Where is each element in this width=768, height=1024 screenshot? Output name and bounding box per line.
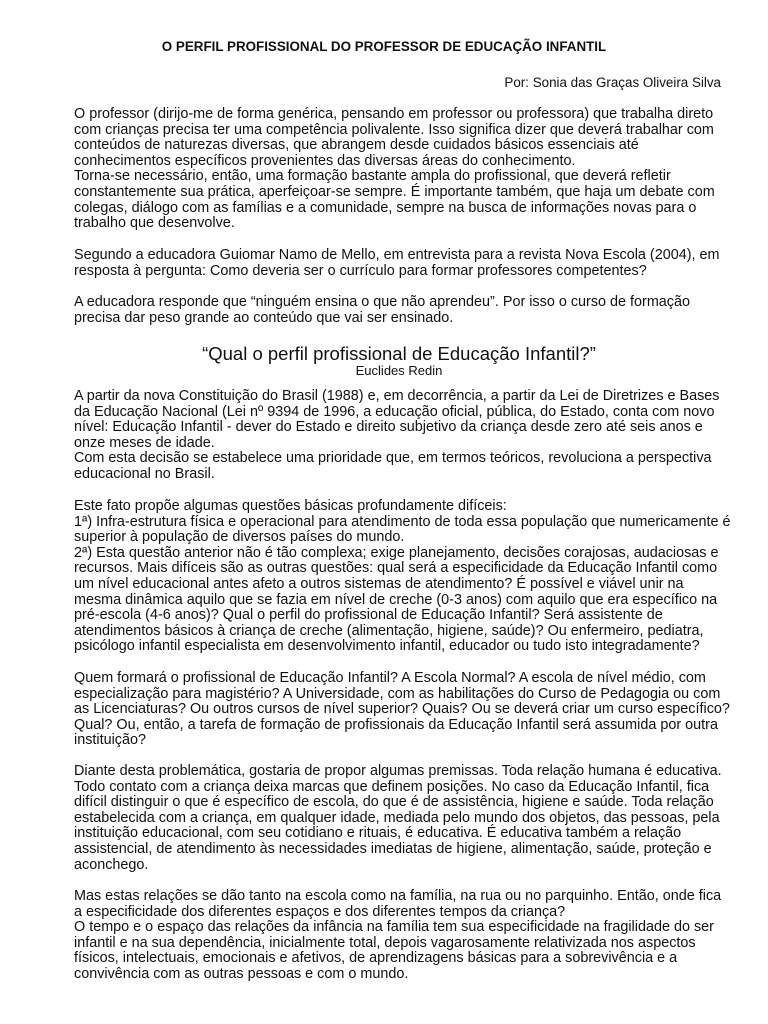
text-line: pré-escola (4-6 anos)? Qual o perfil do profissional de Educação Infantil? Será assistente de <box>74 607 663 624</box>
text-line: estabelecida com a criança, em qualquer idade, mediada pelo mundo dos objetos, das pessoas, pela <box>74 809 720 826</box>
text-line: físicos, intelectuais, emocionais e afetivos, de aprendizagens básicas para a sobrevivência e a <box>74 950 678 967</box>
text-line: A educadora responde que “ninguém ensina o que não aprendeu”. Por isso o curso de formação <box>74 294 691 310</box>
text-line: as Licenciaturas? Ou outros cursos de nível superior? Quais? Ou se deverá criar um curso específico? <box>74 701 730 718</box>
text-line: mesma dinâmica aquilo que se fazia em nível de creche (0-3 anos) com aquilo que era específico na <box>74 591 718 608</box>
document-author: Por: Sonia das Graças Oliveira Silva <box>504 75 721 90</box>
paragraph-family <box>74 889 734 983</box>
paragraph-constitution <box>74 389 734 483</box>
text-line: Todo contato com a criança deixa marcas que definem posições. No caso da Educação Infantil, fica <box>74 778 710 795</box>
text-line: com crianças precisa ter uma competência polivalente. Isso significa dizer que deverá trabalhar com <box>74 121 714 138</box>
text-line: instituição educacional, com seu cotidiano e rituais, é educativa. É educativa também a relação <box>74 825 682 842</box>
text-line: nível: Educação Infantil - dever do Estado e direito subjetivo da criança desde zero até seis anos e <box>74 419 703 436</box>
text-line: Quem formará o profissional de Educação Infantil? A Escola Normal? A escola de nível médio, com <box>74 670 706 686</box>
text-line: conteúdos de naturezas diversas, que abrangem desde cuidados básicos essenciais até <box>74 137 639 154</box>
text-line: convivência com as outras pessoas e com o mundo. <box>74 965 409 982</box>
section-heading: “Qual o perfil profissional de Educação Infantil?” <box>202 343 596 364</box>
text-line: a especificidade dos diferentes espaços e dos diferentes tempos da criança? <box>74 903 566 920</box>
text-line: trabalho que desenvolve. <box>74 215 235 232</box>
text-line: Segundo a educadora Guiomar Namo de Mello, em entrevista para a revista Nova Escola (2004), em <box>74 247 720 263</box>
text-line: aconchego. <box>74 856 149 873</box>
text-line: Torna-se necessário, então, uma formação bastante ampla do profissional, que deverá refletir <box>74 168 671 185</box>
text-line: precisa dar peso grande ao conteúdo que vai ser ensinado. <box>74 309 454 326</box>
paragraph-premises <box>74 764 734 873</box>
text-line: da Educação Nacional (Lei nº 9394 de 1996, a educação oficial, pública, do Estado, conta com novo <box>74 403 715 420</box>
document-title: O PERFIL PROFISSIONAL DO PROFESSOR DE EDUCAÇÃO INFANTIL <box>161 39 607 54</box>
paragraph-intro <box>74 107 734 232</box>
section-author: Euclides Redin <box>355 363 443 378</box>
text-line: recursos. Mais difíceis são as outras questões: qual será a especificidade da Educação Infantil como <box>74 560 718 577</box>
paragraph-who-forms <box>74 671 734 749</box>
text-line: assistencial, de atendimento às necessidades imediatas de higiene, alimentação, saúde, proteção e <box>74 840 712 857</box>
text-line: Diante desta problemática, gostaria de propor algumas premissas. Toda relação humana é educativa. <box>74 763 722 779</box>
text-line: superior à população de diversos países do mundo. <box>74 529 405 546</box>
text-line: Qual? Ou, então, a tarefa de formação de profissionais da Educação Infantil será assumida por outra <box>74 716 718 733</box>
text-line: Com esta decisão se estabelece uma prioridade que, em termos teóricos, revoluciona a perspectiva <box>74 450 712 467</box>
text-line: conhecimentos específicos provenientes das diversas áreas do conhecimento. <box>74 152 576 169</box>
text-line: constantemente sua prática, aperfeiçoar-se sempre. É importante também, que haja um debate com <box>74 183 715 200</box>
text-line: um nível educacional antes afeto a outros sistemas de atendimento? É possível e viável unir na <box>74 575 684 592</box>
text-line: 1ª) Infra-estrutura física e operacional para atendimento de toda essa população que numericamente é <box>74 513 731 530</box>
text-line: infantil e na sua dependência, inicialmente total, depois vagarosamente relativizada nos aspectos <box>74 934 696 951</box>
text-line: onze meses de idade. <box>74 434 215 451</box>
text-line: resposta à pergunta: Como deveria ser o currículo para formar professores competentes? <box>74 262 647 279</box>
text-line: colegas, diálogo com as famílias e a comunidade, sempre na busca de informações novas para o <box>74 199 697 216</box>
paragraph-guiomar <box>74 248 734 279</box>
text-line: 2ª) Esta questão anterior não é tão complexa; exige planejamento, decisões corajosas, audaciosas e <box>74 544 719 561</box>
text-line: A partir da nova Constituição do Brasil (1988) e, em decorrência, a partir da Lei de Diretrizes e Bases <box>74 388 720 404</box>
paragraph-response <box>74 295 734 326</box>
text-line: O professor (dirijo-me de forma genérica, pensando em professor ou professora) que trabalha direto <box>74 106 714 122</box>
text-line: atendimentos básicos à criança de creche (alimentação, higiene, saúde)? Ou enfermeiro, pediatra, <box>74 622 704 639</box>
text-line: psicólogo infantil especialista em desenvolvimento infantil, educador ou tudo isto integradamente? <box>74 638 700 655</box>
text-line: educacional no Brasil. <box>74 465 215 482</box>
paragraph-questions <box>74 499 734 655</box>
text-line: especialização para magistério? A Universidade, com as habilitações do Curso de Pedagogia ou com <box>74 685 721 702</box>
text-line: instituição? <box>74 732 146 749</box>
text-line: Mas estas relações se dão tanto na escola como na família, na rua ou no parquinho. Então, onde fica <box>74 888 722 904</box>
text-line: Este fato propõe algumas questões básicas profundamente difíceis: <box>74 498 507 514</box>
text-line: O tempo e o espaço das relações da infância na família tem sua especificidade na fragilidade do ser <box>74 919 714 936</box>
text-line: difícil distinguir o que é específico de escola, do que é de assistência, higiene e saúde. Toda relação <box>74 794 714 811</box>
